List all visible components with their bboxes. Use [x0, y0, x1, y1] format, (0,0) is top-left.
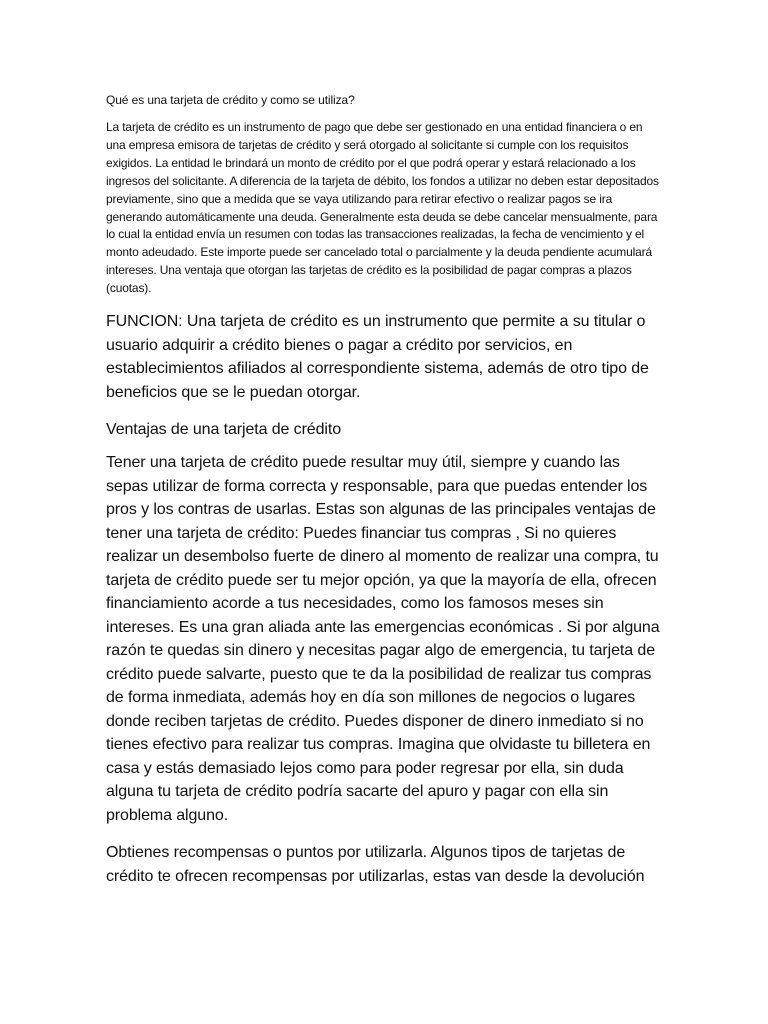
- document-body: [106, 92, 662, 902]
- ventajas-heading: Ventajas de una tarjeta de crédito: [106, 421, 341, 439]
- funcion-paragraph: FUNCION: Una tarjeta de crédito es un instrumento que permite a su titular o usuario adquirir a crédito bienes o pagar a crédito por servicios, en establecimientos afiliados al correspondiente sistema, además de otro tipo de beneficios que se le puedan otorgar.: [106, 313, 649, 401]
- ventajas-paragraph: Tener una tarjeta de crédito puede resultar muy útil, siempre y cuando las sepas utilizar de forma correcta y responsable, para que puedas entender los pros y los contras de usarlas. Estas son algunas de las principales ventajas de tener una tarjeta de crédito: Puedes financiar tus compras , Si no quieres realizar un desembolso fuerte de dinero al momento de realizar una compra, tu tarjeta de crédito puede ser tu mejor opción, ya que la mayoría de ella, ofrecen financiamiento acorde a tus necesidades, como los famosos meses sin intereses. Es una gran aliada ante las emergencias económicas . Si por alguna razón te quedas sin dinero y necesitas pagar algo de emergencia, tu tarjeta de crédito puede salvarte, puesto que te da la posibilidad de realizar tus compras de forma inmediata, además hoy en día son millones de negocios o lugares donde reciben tarjetas de crédito. Puedes disponer de dinero inmediato si no tienes efectivo para realizar tus compras. Imagina que olvidaste tu billetera en casa y estás demasiado lejos como para poder regresar por ella, sin duda alguna tu tarjeta de crédito podría sacarte del apuro y pagar con ella sin problema alguno.: [106, 454, 660, 824]
- document-heading: Qué es una tarjeta de crédito y como se utiliza?: [106, 93, 355, 107]
- recompensas-paragraph: Obtienes recompensas o puntos por utilizarla. Algunos tipos de tarjetas de crédito te ofrecen recompensas por utilizarlas, estas van desde la devolución: [106, 844, 645, 885]
- intro-paragraph: La tarjeta de crédito es un instrumento de pago que debe ser gestionado en una entidad financiera o en una empresa emisora de tarjetas de crédito y será otorgado al solicitante si cumple con los requisitos exigidos. La entidad le brindará un monto de crédito por el que podrá operar y estará relacionado a los ingresos del solicitante. A diferencia de la tarjeta de débito, los fondos a utilizar no deben estar depositados previamente, sino que a medida que se vaya utilizando para retirar efectivo o realizar pagos se ira generando automáticamente una deuda. Generalmente esta deuda se debe cancelar mensualmente, para lo cual la entidad envía un resumen con todas las transacciones realizadas, la fecha de vencimiento y el monto adeudado. Este importe puede ser cancelado total o parcialmente y la deuda pendiente acumulará intereses. Una ventaja que otorgan las tarjetas de crédito es la posibilidad de pagar compras a plazos (cuotas).: [106, 120, 659, 296]
